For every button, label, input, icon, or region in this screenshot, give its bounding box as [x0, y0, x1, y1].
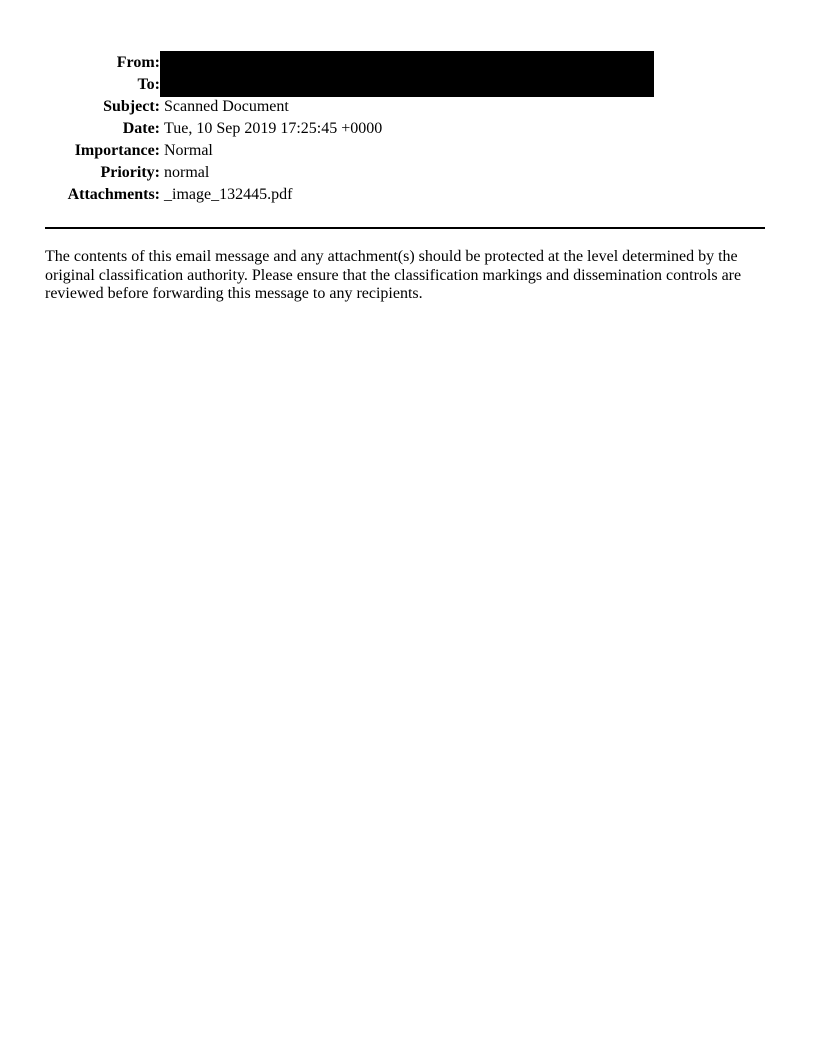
- subject-row: [0, 96, 816, 118]
- importance-value: Normal: [164, 142, 213, 159]
- importance-row: [0, 140, 816, 162]
- priority-value: normal: [164, 164, 210, 181]
- redaction-block: [160, 51, 654, 97]
- date-value: Tue, 10 Sep 2019 17:25:45 +0000: [164, 120, 383, 137]
- priority-label: Priority:: [100, 164, 160, 181]
- attachments-label: Attachments:: [67, 186, 160, 203]
- to-label: To:: [137, 76, 160, 93]
- classification-disclaimer: The contents of this email message and any attachment(s) should be protected at the level determined by the original classification authority. Please ensure that the classification markings and dissemination controls are reviewed before forwarding this message to any recipients.: [45, 248, 742, 302]
- from-label: From:: [116, 54, 160, 71]
- attachments-value[interactable]: _image_132445.pdf: [164, 186, 293, 203]
- priority-row: [0, 162, 816, 184]
- attachments-row: [0, 184, 816, 206]
- importance-label: Importance:: [74, 142, 160, 159]
- header-divider: [45, 227, 765, 229]
- subject-label: Subject:: [103, 98, 160, 115]
- subject-value: Scanned Document: [164, 98, 289, 115]
- date-label: Date:: [122, 120, 160, 137]
- date-row: [0, 118, 816, 140]
